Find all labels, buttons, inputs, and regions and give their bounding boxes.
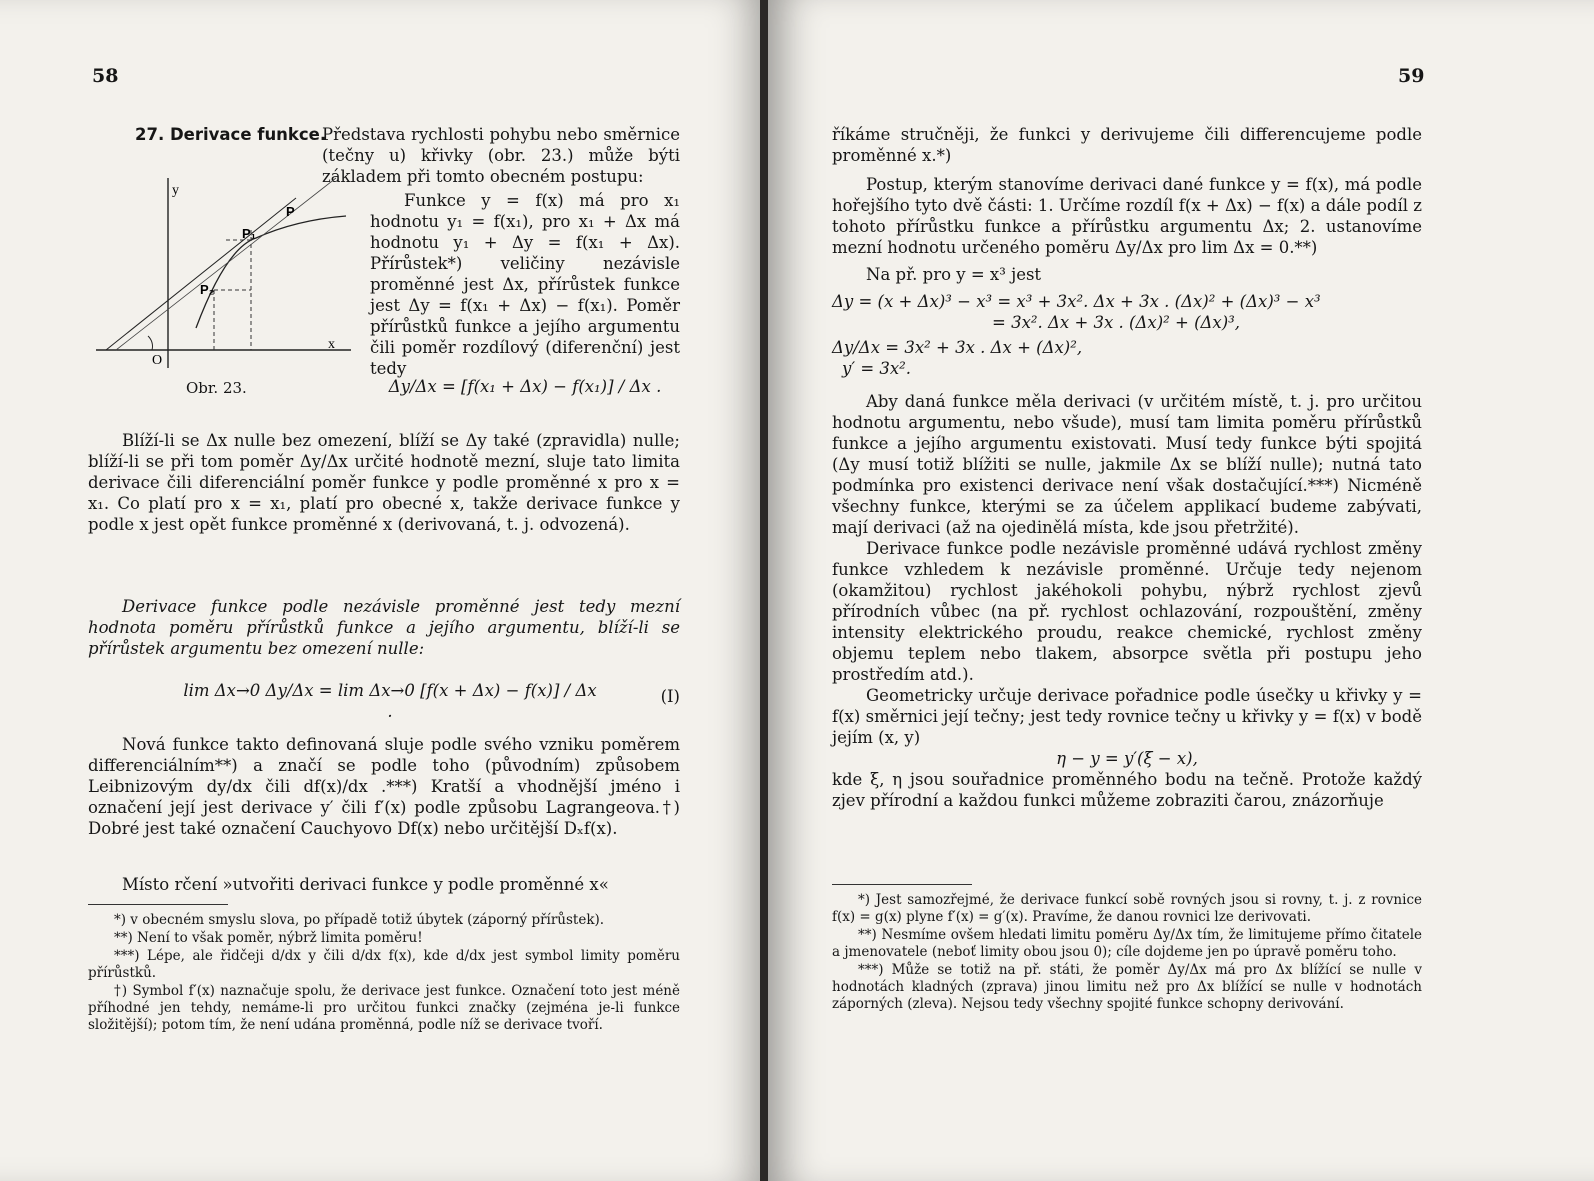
footnote-1: *) v obecném smyslu slova, po případě totiž úbytek (záporný přírůstek). (114, 912, 605, 928)
definition-text: Derivace funkce podle nezávisle proměnné jest tedy mezní hodnota poměru přírůstků funkce a jejího argumentu, blíží-li se přírůstek argumentu bez omezení nulle: (88, 597, 680, 658)
secant-line (116, 178, 336, 350)
tangent-line (106, 198, 296, 350)
footnote-1: *) Jest samozřejmé, že derivace funkcí sobě rovných jsou si rovny, t. j. z rovnice f(x) = g(x) plyne f′(x) = g′(x). Pravíme, že danou rovnici lze derivovati. (832, 892, 1422, 925)
right-body (832, 124, 1422, 811)
formula-1: Δy/Δx = [f(x₁ + Δx) − f(x₁)] / Δx . (388, 377, 662, 396)
left-page (0, 0, 762, 1181)
angle-arc (148, 336, 153, 350)
footnote-divider (832, 884, 972, 885)
paragraph-3-text: Aby daná funkce měla derivaci (v určitém místě, t. j. pro určitou hodnotu argumentu, nebo všude), musí tam limita poměru přírůstků funkce a jejího argumentu existovati. Musí tedy funkce býti spojitá (Δy musí totiž blížiti se nulle, jakmile Δx se blíží nulle); nutná tato podmínka pro existenci derivace není však dostačující.***) Nicméně všechny funkce, kterými se za účelem applikací budeme zabývati, mají derivaci (až na ojedinělá místa, kde jsou přetržité). (832, 392, 1422, 537)
paragraph-4-text: Derivace funkce podle nezávisle proměnné udává rychlost změny funkce vzhledem k nezávisle proměnné. Určuje tedy nejenom (okamžitou) rychlost jakéhokoli pohybu, nýbrž rychlost zjevů přírodních vůbec (na př. rychlost ochlazování, rozpouštění, změny intensity elektrického proudu, reakce chemické, rychlost změny objemu teplem nebo tlakem, absorpce světla při postupu jeho prostředím atd.). (832, 539, 1422, 684)
y-axis-label: y (172, 183, 179, 198)
definition (88, 596, 680, 659)
curve (196, 216, 346, 328)
right-page (768, 0, 1594, 1181)
paragraph-2 (88, 430, 680, 535)
footnote-3: ***) Lépe, ale řidčeji d/dx y čili d/dx f(x), kde d/dx jest symbol limity poměru přírůstků. (88, 948, 680, 981)
formula-2: lim Δx→0 Δy/Δx = lim Δx→0 [f(x + Δx) − f(x)] / Δx . (183, 681, 597, 721)
example-intro: Na př. pro y = x³ jest (866, 265, 1042, 284)
footnote-3: ***) Může se totiž na př. státi, že poměr Δy/Δx má pro Δx blížící se nulle v hodnotách kladných (zprava) jinou limitu než pro Δx blížící se nulle v hodnotách záporných (zleva). Nejsou tedy všechny spojité funkce schopny derivování. (832, 962, 1422, 1012)
paragraph-1-text: Funkce y = f(x) má pro x₁ hodnotu y₁ = f(x₁), pro x₁ + Δx má hodnotu y₁ + Δy = f(x₁ + Δx). Přírůstek*) veličiny nezávisle proměnné jest Δx, přírůstek funkce jest Δy = f(x₁ + Δx) − f(x₁). Poměr přírůstků funkce a jejího argumentu čili poměr rozdílový (diferenční) jest tedy (370, 191, 680, 378)
equation-4: y′ = 3x². (842, 359, 912, 378)
page-number: 59 (1398, 65, 1425, 87)
tangent-figure (96, 168, 356, 378)
p-label: P (286, 204, 295, 219)
paragraph-3-text: Nová funkce takto definovaná sluje podle svého vzniku poměrem differenciálním**) a značí se podle toho (původním) způsobem Leibnizovým dy/dx čili df(x)/dx .***) Kratší a vhodnější jméno i označení její jest derivace y′ čili f′(x) podle způsobu Lagrangeova.†) Dobré jest také označení Cauchyovo Df(x) nebo určitější Dₓf(x). (88, 735, 680, 838)
paragraph-2-text: Blíží-li se Δx nulle bez omezení, blíží se Δy také (zpravidla) nulle; blíží-li se při tom poměr Δy/Δx určité hodnotě mezní, sluje tato limita derivace čili diferenciální poměr funkce y podle proměnné x pro x = x₁. Co platí pro x = x₁, platí pro obecné x, takže derivace funkce y podle x jest opět funkce proměnné x (derivovaná, t. j. odvozená). (88, 431, 680, 534)
formula-2-tag: (I) (660, 687, 680, 706)
paragraph-4-text: Místo rčení »utvořiti derivaci funkce y podle proměnné x« (122, 875, 609, 894)
origin-label: O (152, 353, 163, 368)
formula-1-block (370, 376, 680, 397)
p1-label: P₁ (242, 226, 257, 241)
footnotes (832, 892, 1422, 1014)
footnotes (88, 912, 680, 1035)
section-title: 27. Derivace funkce. (135, 125, 327, 144)
equation-3: Δy/Δx = 3x² + 3x . Δx + (Δx)², (832, 338, 1083, 357)
figure-caption: Obr. 23. (186, 379, 247, 397)
paragraph-6-text: kde ξ, η jsou souřadnice proměnného bodu na tečně. Protože každý zjev přírodní a každou funkci můžeme zobraziti čarou, znázorňuje (832, 770, 1422, 810)
paragraph-3 (88, 734, 680, 839)
paragraph-2-text: Postup, kterým stanovíme derivaci dané funkce y = f(x), má podle hořejšího tyto dvě části: 1. Určíme rozdíl f(x + Δx) − f(x) a dále podíl z tohoto přírůstku funkce a přírůstku argumentu Δx; 2. ustanovíme mezní hodnotu určeného poměru Δy/Δx pro lim Δx = 0.**) (832, 175, 1422, 257)
footnote-2: **) Není to však poměr, nýbrž limita poměru! (114, 930, 423, 946)
x-axis-label: x (328, 337, 335, 352)
equation-5: η − y = y′(ξ − x), (1056, 749, 1198, 768)
intro-paragraph: Představa rychlosti pohybu nebo směrnice (tečny u) křivky (obr. 23.) může býti základem při tomto obecném postupu: (322, 125, 680, 186)
page-number: 58 (92, 65, 119, 87)
footnote-divider (88, 904, 228, 905)
paragraph-1-text: říkáme stručněji, že funkci y derivujeme čili differencujeme podle proměnné x.*) (832, 125, 1422, 165)
paragraph-4 (88, 874, 680, 895)
p2-label: P₂ (200, 282, 215, 297)
intro-text (322, 124, 680, 187)
equation-2: = 3x². Δx + 3x . (Δx)² + (Δx)³, (992, 313, 1241, 332)
paragraph-1 (370, 190, 680, 379)
footnote-2: **) Nesmíme ovšem hledati limitu poměru Δy/Δx tím, že limitujeme přímo čitatele a jmenovatele (neboť limity obou jsou 0); cíle dojdeme jen po úpravě poměru toho. (832, 927, 1422, 960)
formula-2-block (180, 680, 680, 722)
paragraph-5-text: Geometricky určuje derivace pořadnice podle úsečky u křivky y = f(x) směrnici její tečny; jest tedy rovnice tečny u křivky y = f(x) v bodě jejím (x, y) (832, 686, 1422, 747)
equation-1: Δy = (x + Δx)³ − x³ = x³ + 3x². Δx + 3x . (Δx)² + (Δx)³ − x³ (832, 292, 1321, 311)
footnote-4: †) Symbol f′(x) naznačuje spolu, že derivace jest funkce. Označení toto jest méně příhodné jen tehdy, nemáme-li pro určitou funkci značky (zejména je-li funkce složitější); potom tím, že není udána proměnná, podle níž se derivace tvoří. (88, 983, 680, 1033)
